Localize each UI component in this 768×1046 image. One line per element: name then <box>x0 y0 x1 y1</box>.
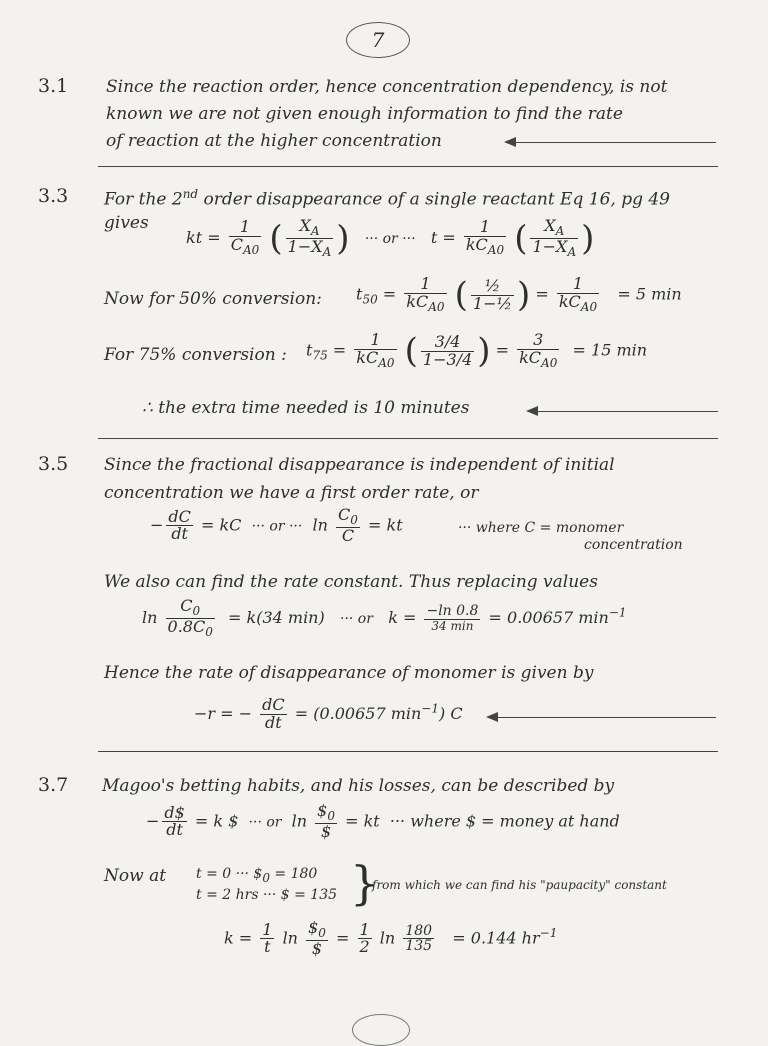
monomer-definition: ··· where C = monomer <box>458 520 624 536</box>
section-3-3-intro-gives: gives <box>104 213 149 233</box>
section-number-3-5: 3.5 <box>38 453 69 475</box>
section-3-1-line-2: known we are not given enough information to find the rate <box>106 104 623 124</box>
section-3-7-line-1: Magoo's betting habits, and his losses, can be described by <box>102 776 615 796</box>
answer-arrow <box>528 411 718 412</box>
paupacity-note: from which we can find his "paupacity" constant <box>372 878 667 892</box>
section-3-1-line-3: of reaction at the higher concentration <box>106 131 442 151</box>
t50-equation: $t_{50}$ = $\frac{1}{kC_{A0}}$ ( $\frac{\text{½}}{\text{1−½}}$ ) = $\frac{1}{kC_{A0}}$ = 5 min <box>356 274 682 315</box>
paupacity-constant-equation: k = $\frac{1}{t}$ ln $\frac{\$_0}{\$}$ = $\frac{1}{2}$ ln $\frac{180}{135}$ = 0.144 $hr^{-1}$ <box>224 918 558 958</box>
section-3-5-line-3: We also can find the rate constant. Thus replacing values <box>104 572 598 592</box>
initial-conditions-label: Now at <box>104 866 167 886</box>
section-number-3-1: 3.1 <box>38 75 69 97</box>
section-3-3-intro: For the 2nd order disappearance of a single reactant Eq 16, pg 49 <box>104 187 670 210</box>
money-rate-equation: − $\frac{d\$}{dt}$ = k $ ··· or ln $\frac{\$_0}{\$}$ = kt ··· where $ = money at hand <box>146 801 620 841</box>
section-divider <box>98 438 718 439</box>
section-divider <box>98 751 718 752</box>
monomer-rate-equation: −r = − $\frac{dC}{dt}$ = (0.00657 $\min^{-1}$) C <box>194 695 463 732</box>
answer-arrow <box>506 142 716 143</box>
section-3-5-line-1: Since the fractional disappearance is independent of initial <box>104 455 615 475</box>
section-3-1-line-1: Since the reaction order, hence concentration dependency, is not <box>106 77 668 97</box>
next-page-number-outline <box>352 1014 410 1046</box>
right-brace: } <box>350 856 380 910</box>
monomer-definition-cont: concentration <box>584 537 683 553</box>
fifty-percent-label: Now for 50% conversion: <box>104 289 322 309</box>
section-3-5-line-4: Hence the rate of disappearance of monomer is given by <box>104 663 594 683</box>
seventy-five-percent-label: For 75% conversion : <box>104 345 287 365</box>
condition-t0: t = 0 ··· $\$_0 = 180$ <box>196 866 318 885</box>
second-order-equation: kt = $\frac{1}{C_{A0}}$ ( $\frac{X_A}{1-X_A}$ ) ··· or ··· t = $\frac{1}{kC_{A0}}$ ( $\frac{X_A}{1-X_A}$ ) <box>186 216 595 259</box>
section-number-3-3: 3.3 <box>38 185 69 207</box>
section-number-3-7: 3.7 <box>38 774 69 796</box>
extra-time-conclusion: ∴ the extra time needed is 10 minutes <box>142 398 470 418</box>
page-number: 7 <box>346 22 410 58</box>
answer-arrow <box>488 717 716 718</box>
section-3-5-line-2: concentration we have a first order rate, or <box>104 483 479 503</box>
condition-t2: t = 2 hrs ··· $ = 135 <box>196 887 338 903</box>
section-divider <box>98 166 718 167</box>
rate-constant-equation: ln $\frac{C_0}{0.8C_0}$ = k(34 min) ··· or k = $\frac{-\ln 0.8}{34 \min}$ = 0.00657 $\min^{-1}$ <box>142 596 627 639</box>
t75-equation: $t_{75}$ = $\frac{1}{kC_{A0}}$ ( $\frac{3/4}{1-3/4}$ ) = $\frac{3}{kC_{A0}}$ = 15 min <box>306 330 648 371</box>
first-order-rate-equation: − $\frac{dC}{dt}$ = kC ··· or ··· ln $\frac{C_0}{C}$ = kt <box>150 505 403 545</box>
